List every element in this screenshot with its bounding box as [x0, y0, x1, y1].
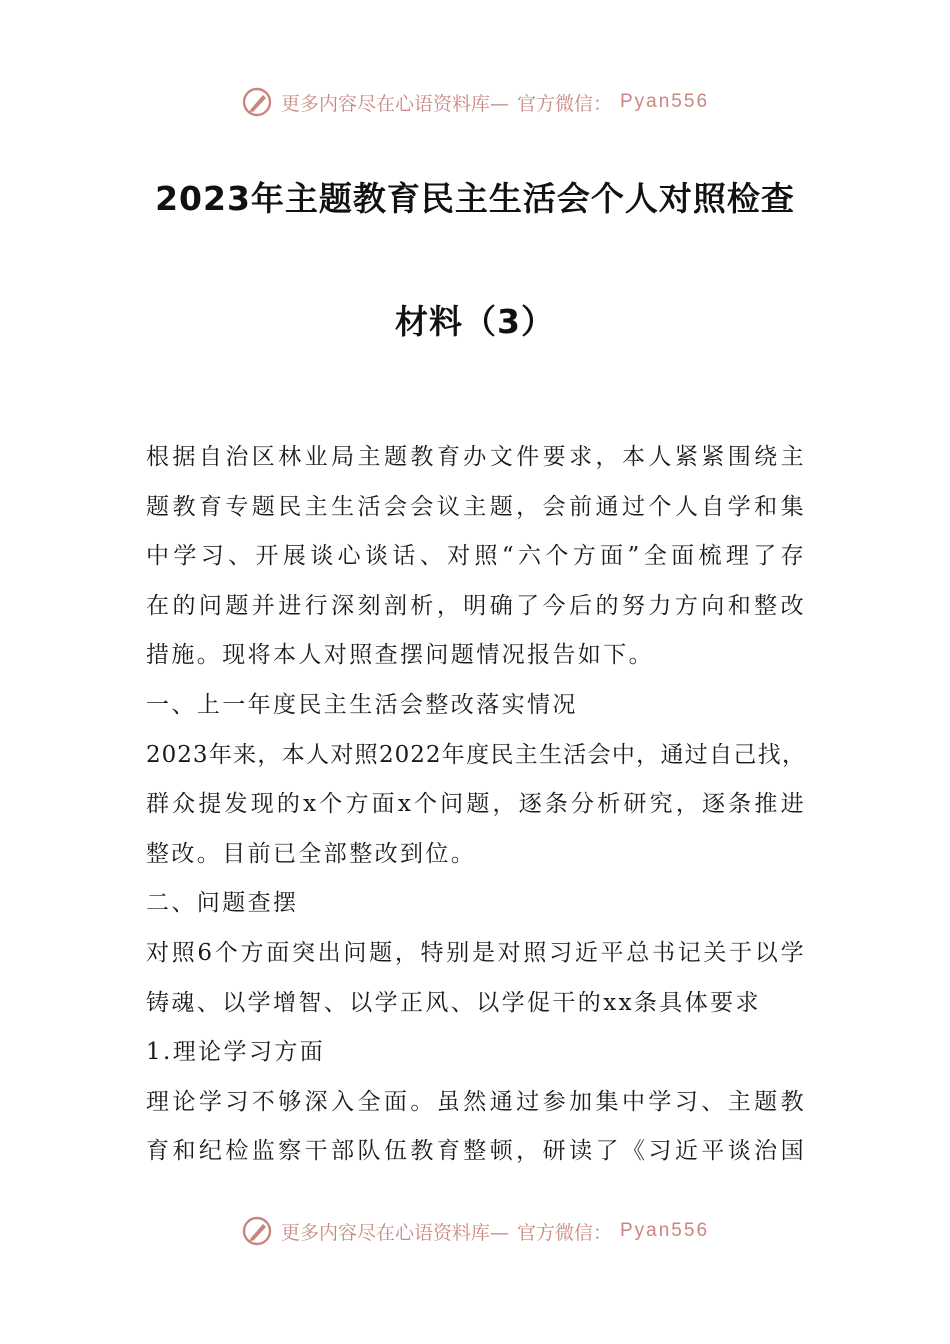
body-line: 铸魂、以学增智、以学正风、以学促干的xx条具体要求 [146, 989, 761, 1016]
subsection-heading-1: 1.理论学习方面 [146, 1039, 326, 1066]
header-watermark-banner [0, 82, 950, 122]
footer-watermark-banner [0, 1211, 950, 1251]
section-heading-1: 一、上一年度民主生活会整改落实情况 [146, 691, 578, 718]
banner-site-text: 更多内容尽在心语资料库— [280, 92, 509, 115]
pen-logo-icon [241, 86, 273, 118]
document-title-line-2: 材料（3） [395, 302, 555, 341]
body-line: 2023年来，本人对照2022年度民主生活会中，通过自己找， [146, 741, 806, 768]
document-title-line-1: 2023年主题教育民主生活会个人对照检查 [155, 179, 795, 218]
body-line: 在的问题并进行深刻剖析，明确了今后的努力方向和整改 [146, 592, 806, 619]
pen-logo-icon [241, 1215, 273, 1247]
body-line: 群众提发现的x个方面x个问题，逐条分析研究，逐条推进 [146, 791, 806, 818]
body-line: 措施。现将本人对照查摆问题情况报告如下。 [146, 642, 654, 669]
document-body [146, 433, 806, 1177]
banner-wechat-label: 官方微信： [516, 92, 612, 115]
body-line: 对照6个方面突出问题，特别是对照习近平总书记关于以学 [146, 939, 806, 966]
banner-wechat-id: Pyan556 [620, 1220, 710, 1241]
body-line: 根据自治区林业局主题教育办文件要求，本人紧紧围绕主 [146, 444, 806, 470]
body-line: 中学习、开展谈心谈话、对照“六个方面”全面梳理了存 [146, 543, 806, 570]
body-line: 题教育专题民主生活会会议主题，会前通过个人自学和集 [146, 493, 806, 520]
banner-wechat-label: 官方微信： [516, 1221, 612, 1244]
body-line: 育和纪检监察干部队伍教育整顿，研读了《习近平谈治国 [146, 1138, 806, 1165]
section-heading-2: 二、问题查摆 [146, 890, 299, 917]
body-line: 理论学习不够深入全面。虽然通过参加集中学习、主题教 [146, 1088, 806, 1115]
banner-site-text: 更多内容尽在心语资料库— [280, 1221, 509, 1244]
banner-wechat-id: Pyan556 [620, 91, 710, 112]
body-line: 整改。目前已全部整改到位。 [146, 840, 477, 867]
